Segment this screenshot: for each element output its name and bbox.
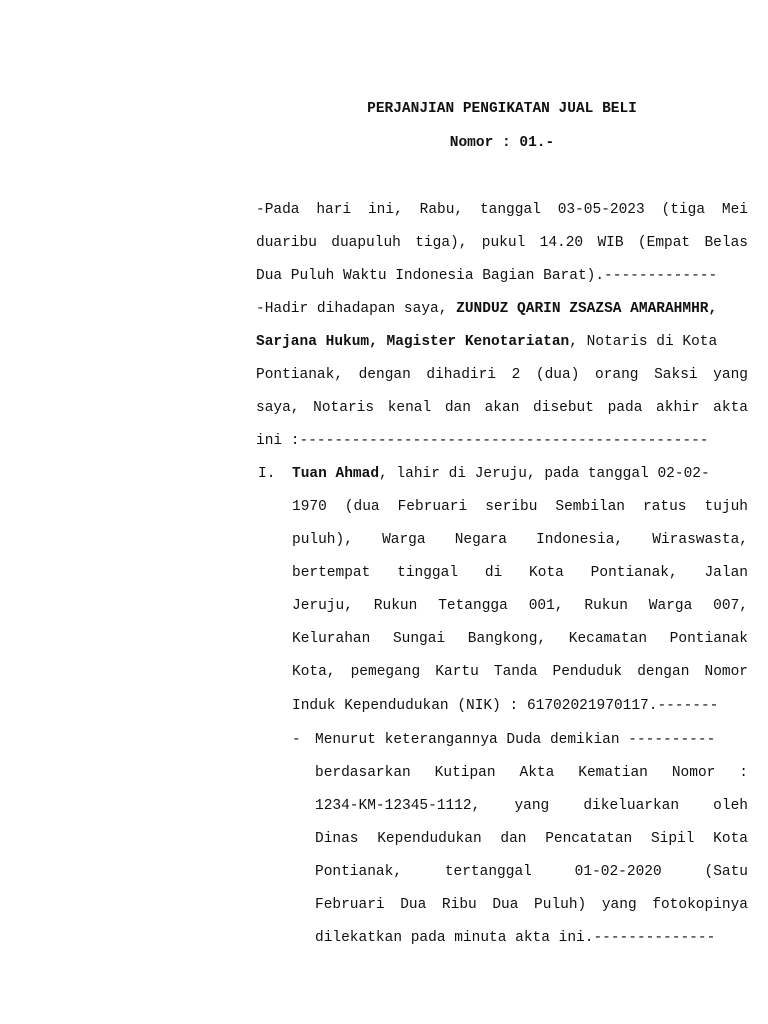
sub-item-line-3: 1234-KM-12345-1112, yang dikeluarkan oleh: [315, 798, 748, 814]
party-1-line-6: Kelurahan Sungai Bangkong, Kecamatan Pontianak: [292, 631, 748, 647]
opening-line-2: duaribu duapuluh tiga), pukul 14.20 WIB (Empat Belas: [256, 235, 748, 251]
party-1-line-8: Induk Kependudukan (NIK) : 61702021970117.-------: [292, 698, 719, 714]
sub-item-line-6: Februari Dua Ribu Dua Puluh) yang fotokopinya: [315, 897, 748, 913]
party-1-line-4: bertempat tinggal di Kota Pontianak, Jalan: [292, 565, 748, 581]
opening-line-8: ini :-----------------------------------------------: [256, 433, 709, 449]
sub-item-line-7: dilekatkan pada minuta akta ini.--------------: [315, 930, 716, 946]
sub-item-line-1: Menurut keterangannya Duda demikian ----------: [315, 732, 716, 748]
appearance-line: [256, 300, 748, 318]
party-1-birth: , lahir di Jeruju, pada tanggal 02-02-: [379, 466, 710, 482]
party-1-line-7: Kota, pemegang Kartu Tanda Penduduk dengan Nomor: [292, 664, 748, 680]
opening-line-6: Pontianak, dengan dihadiri 2 (dua) orang Saksi yang: [256, 367, 748, 383]
appearance-prefix: -Hadir dihadapan saya,: [256, 301, 457, 317]
party-1-marker: I.: [258, 466, 276, 482]
opening-line-7: saya, Notaris kenal dan akan disebut pada akhir akta: [256, 400, 748, 416]
party-1-name: Tuan Ahmad: [292, 466, 380, 482]
party-1-line-3: puluh), Warga Negara Indonesia, Wiraswasta,: [292, 532, 748, 548]
notary-degree: Sarjana Hukum, Magister Kenotariatan: [256, 334, 570, 350]
sub-item-marker: -: [292, 732, 301, 748]
document-number: Nomor : 01.-: [449, 135, 555, 151]
notary-title-line: [256, 333, 748, 351]
party-1-line-5: Jeruju, Rukun Tetangga 001, Rukun Warga 007,: [292, 598, 748, 614]
notary-location: , Notaris di Kota: [569, 334, 718, 350]
sub-item-line-4: Dinas Kependudukan dan Pencatatan Sipil Kota: [315, 831, 748, 847]
sub-item-line-2: berdasarkan Kutipan Akta Kematian Nomor :: [315, 765, 748, 781]
document-title: PERJANJIAN PENGIKATAN JUAL BELI: [367, 101, 637, 117]
notary-name: ZUNDUZ QARIN ZSAZSA AMARAHMHR,: [456, 301, 718, 317]
sub-item-line-5: Pontianak, tertanggal 01-02-2020 (Satu: [315, 864, 748, 880]
opening-line-3: Dua Puluh Waktu Indonesia Bagian Barat).-------------: [256, 268, 718, 284]
party-1-line-1: [292, 465, 748, 483]
party-1-line-2: 1970 (dua Februari seribu Sembilan ratus tujuh: [292, 499, 748, 515]
opening-line-1: -Pada hari ini, Rabu, tanggal 03-05-2023 (tiga Mei: [256, 202, 748, 218]
